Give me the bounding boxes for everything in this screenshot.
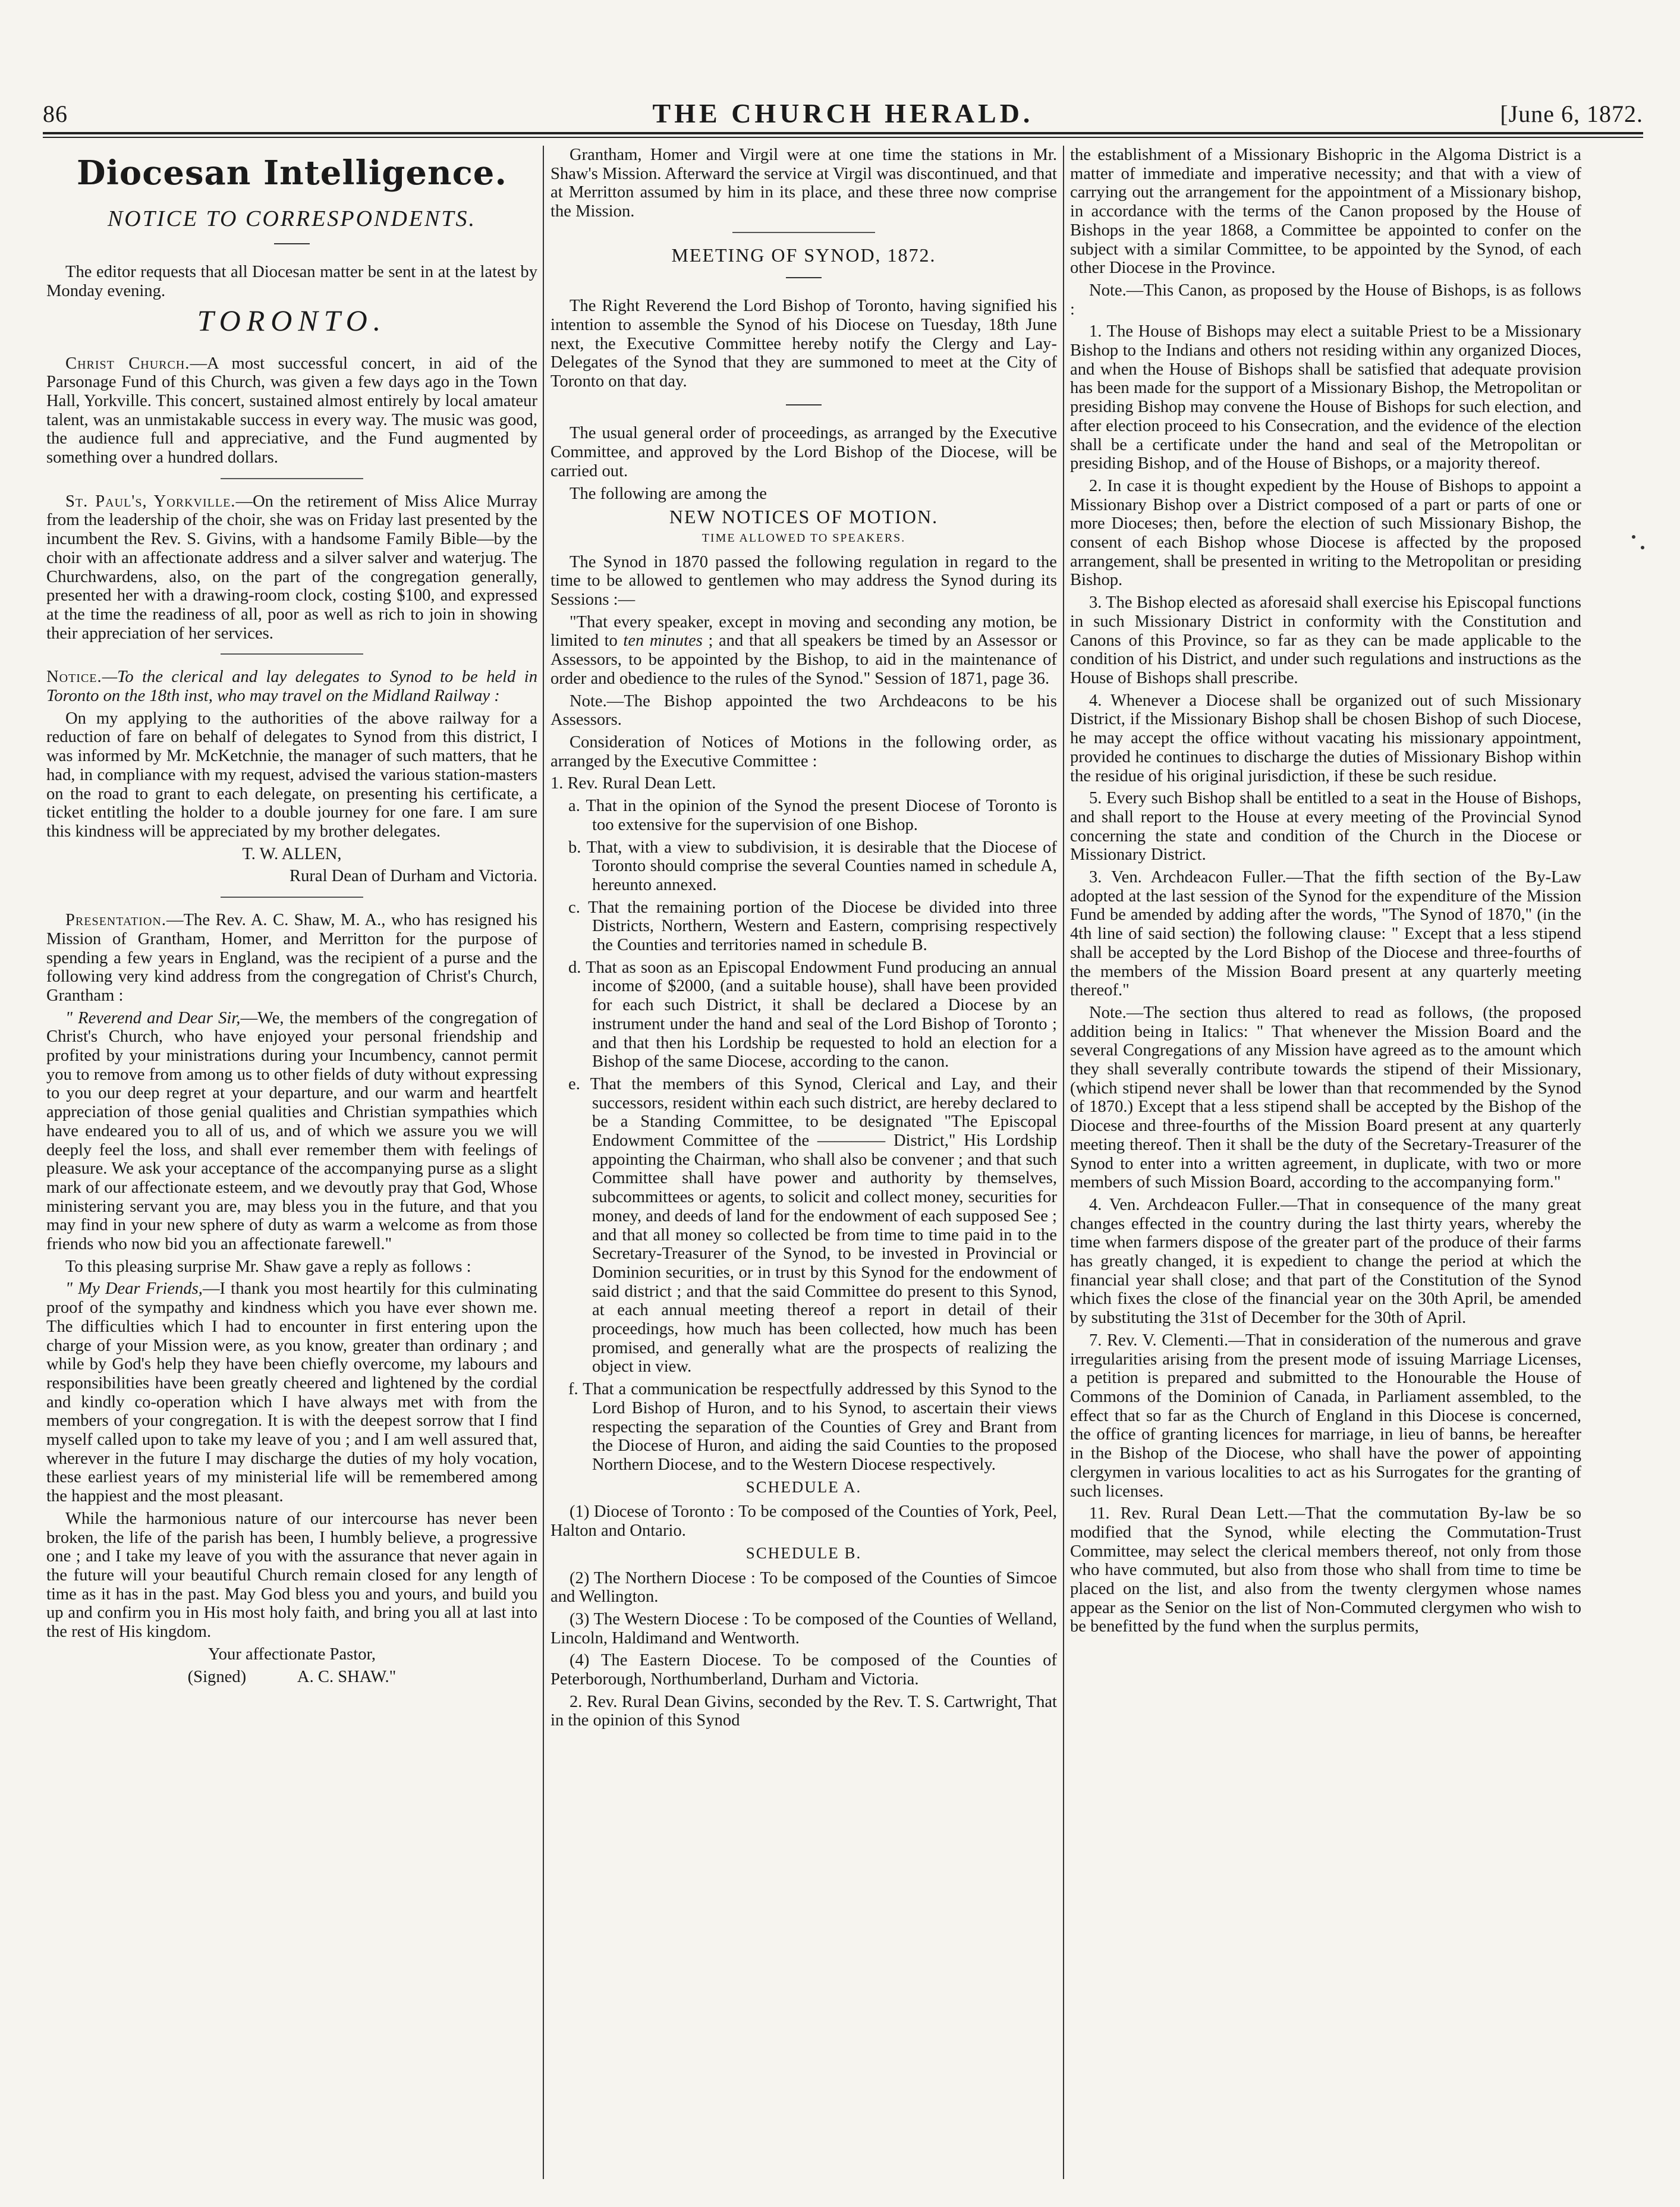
motion-1b: b. That, with a view to subdivision, it is desirable that the Diocese of Toronto should comprise the several Counties named in schedule A, hereunto annexed.	[568, 838, 1057, 894]
reply-signed: (Signed)	[187, 1667, 247, 1686]
schedule-b-3: (3) The Western Diocese : To be composed of the Counties of Welland, Lincoln, Haldimand and Wentworth.	[550, 1609, 1057, 1648]
continuation-paragraph: Grantham, Homer and Virgil were at one time the stations in Mr. Shaw's Mission. Afterward the service at Virgil was discontinued, and that at Merritton assumed by him in its place, and these three now comprise the Mission.	[550, 146, 1057, 221]
motion-1d: d. That as soon as an Episcopal Endowment Fund producing an annual income of $2000, (and a suitable house), shall have been provided for each such District, it shall be declared a Diocese by an instrument under the hand and seal of the Lord Bishop of Toronto ; and that then his Lordship be requested to hold an election for a Bishop of the same Diocese, according to the canon.	[568, 958, 1057, 1071]
page-header	[43, 95, 1643, 131]
motion-7-clementi: 7. Rev. V. Clementi.—That in consideration of the numerous and grave irregularities arising from the present mode of issuing Marriage Licenses, a petition is prepared and submitted to the Honourable the House of Commons of the Dominion of Canada, in Parliament assembled, to the effect that so far as the Church of England in this Diocese is concerned, the office of granting licences for marriage, in lieu of banns, be hereafter in the Bishop of the Diocese, who shall have the power of appointing clergymen in various localities to act as his Surrogates for the granting of such licenses.	[1070, 1331, 1581, 1501]
schedule-a-heading: SCHEDULE A.	[745, 1477, 862, 1496]
column-divider-2	[1063, 146, 1064, 2179]
st-pauls-paragraph	[46, 492, 537, 643]
divider	[221, 478, 363, 479]
reply-salutation: " My Dear Friends,	[65, 1279, 203, 1299]
reply-paragraph	[46, 1279, 537, 1505]
time-quote	[550, 613, 1057, 688]
address-text: —We, the members of the congregation of Christ's Church, who have enjoyed your personal friendship and profited by your ministrations during your Incumbency, cannot permit you to remove from among us to other fields of duty without expressing to you our deep regret at your departure, and our warm and heartfelt appreciation of those genial qualities and Christian sympathies which have endeared you to all of us, and of which we assure you we will deeply feel the loss, and shall ever remember them with feelings of pleasure. We ask your acceptance of the accompanying purse as a slight mark of our affectionate esteem, and we devoutly pray that God, Whose ministering servant you are, may bless you in the future, and that you may find in your new sphere of duty as warm a welcome as from those friends who now bid you an affectionate farewell."	[46, 1008, 537, 1254]
motion-1a: a. That in the opinion of the Synod the present Diocese of Toronto is too extensive for the supervision of one Bishop.	[568, 797, 1057, 834]
meeting-paragraph-3: The following are among the	[570, 484, 767, 503]
christ-church-lead: Christ Church.	[65, 354, 190, 373]
meeting-of-synod-heading: MEETING OF SYNOD, 1872.	[671, 244, 936, 266]
time-quote-part-a: "That every speaker, except in moving and seconding any motion, be limited to	[550, 612, 1057, 650]
motion-1c: c. That the remaining portion of the Diocese be divided into three Districts, Northern, Western and Eastern, comprising respectively the Counties and territories named in schedule B.	[568, 898, 1057, 955]
reply-paragraph-2: While the harmonious nature of our intercourse has never been broken, the life of the parish has been, I humbly believe, a progressive one ; and I take my leave of you with the assurance that never again in the future will your beautiful Church remain closed for any length of time as it has in the past. May God bless you and yours, and build you up and confirm you in His most holy faith, and bring you all at last into the rest of His kingdom.	[46, 1509, 537, 1642]
divider	[732, 232, 875, 233]
canon-note: Note.—This Canon, as proposed by the House of Bishops, is as follows :	[1070, 281, 1581, 319]
reply-signature	[46, 1668, 537, 1687]
presentation-text: —The Rev. A. C. Shaw, M. A., who has resigned his Mission of Grantham, Homer, and Merritton for the purpose of spending a few years in England, was the recipient of a purse and the following very kind address from the congregation of Christ's Church, Grantham :	[46, 911, 537, 1005]
meeting-paragraph-1: The Right Reverend the Lord Bishop of Toronto, having signified his intention to assemble the Synod of his Diocese on Tuesday, 18th June next, the Executive Committee hereby notify the Clergy and Lay-Delegates of the Synod that they are summoned to meet at the City of Toronto on that day.	[550, 297, 1057, 391]
presentation-lead: Presentation.	[65, 911, 166, 930]
motion-3-fuller: 3. Ven. Archdeacon Fuller.—That the fifth section of the By-Law adopted at the last session of the Synod for the expenditure of the Mission Fund be amended by adding after the words, "The Synod of 1870," (in the 4th line of said section) the following clause: " Except that a less stipend shall be accepted by the Lord Bishop of the Diocese and three-fourths of the members of the Mission Board present at any quarterly meeting thereof."	[1070, 868, 1581, 1000]
consideration-paragraph: Consideration of Notices of Motions in the following order, as arranged by the Executive Committee :	[550, 732, 1057, 771]
divider	[550, 395, 1057, 414]
reply-name: A. C. SHAW."	[297, 1667, 397, 1686]
reply-closing: Your affectionate Pastor,	[207, 1645, 376, 1664]
notice-correspondents-heading: NOTICE TO CORRESPONDENTS.	[107, 206, 477, 231]
canon-clause-5: 5. Every such Bishop shall be entitled to a seat in the House of Bishops, and shall report to the House at every meeting of the Provincial Synod concerning the state and condition of the Church in the Diocese or Missionary District.	[1070, 789, 1581, 864]
print-mark	[1632, 535, 1635, 539]
canon-clause-4: 4. Whenever a Diocese shall be organized out of such Missionary District, if the Missionary Bishop shall be chosen Bishop of such Diocese, he may accept the office without vacating his missionary appointment, provided he continues to discharge the duties of Missionary Bishop within the residue of his original jurisdiction, if these be such residue.	[1070, 691, 1581, 785]
time-quote-ten-minutes: ten minutes	[623, 631, 703, 650]
issue-date: [June 6, 1872.	[1500, 100, 1643, 127]
page-number: 86	[43, 100, 68, 127]
motion-4-fuller: 4. Ven. Archdeacon Fuller.—That in consequence of the many great changes effected in the country during the last thirty years, whereby the time when farmers dispose of the greater part of the produce of their farms has greatly changed, it is expedient to change the period at which the financial year shall close; and that part of the Constitution of the Synod which fixes the close of the financial year on the 30th April, be amended by substituting the 31st of December for the 30th of April.	[1070, 1195, 1581, 1328]
address-salutation: " Reverend and Dear Sir,	[65, 1008, 241, 1027]
toronto-heading: TORONTO.	[197, 303, 387, 337]
divider	[221, 653, 363, 655]
schedule-b-2: (2) The Northern Diocese : To be composed of the Counties of Simcoe and Wellington.	[550, 1568, 1057, 1606]
motion-1e: e. That the members of this Synod, Clerical and Lay, and their successors, resident within each such district, are hereby declared to be a Standing Committee, to be designated "The Episcopal Endowment Committee of the ———— District," His Lordship appointing the Chairman, who shall also be convener ; and that such Committee shall have power and authority by themselves, subcommittees or agents, to solicit and collect money, securities for money, and deeds of land for the endowment of each supposed See ; and that all money so collected be from time to time paid in to the Secretary-Treasurer of the Synod, to be invested in Provincial or Dominion securities, or in trust by this Synod for the endowment of said district ; and that the said Committee do present to this Synod, at each annual meeting thereof a report in detail of their proceedings, how much has been collected, how much has been promised, and generally what are the prospects of realizing the object in view.	[568, 1074, 1057, 1376]
assessors-note: Note.—The Bishop appointed the two Archdeacons to be his Assessors.	[550, 691, 1057, 730]
address-paragraph	[46, 1009, 537, 1254]
signature-title: Rural Dean of Durham and Victoria.	[290, 867, 537, 886]
column-divider-1	[543, 146, 544, 2179]
christ-church-text: —A most successful concert, in aid of the Parsonage Fund of this Church, was given a few days ago in the Town Hall, Yorkville. This concert, sustained almost entirely by local amateur talent, was an unmistakable success in every way. The music was good, the audience full and appreciative, and the Fund augmented by something over a hundred dollars.	[46, 354, 537, 467]
motion-1f: f. That a communication be respectfully addressed by this Synod to the Lord Bishop of Huron, and to his Synod, to ascertain their views respecting the separation of the Counties of Grey and Brant from the Diocese of Huron, and aiding the said Counties to the proposed Northern Diocese, and to the Western Diocese respectively.	[568, 1380, 1057, 1474]
motion-11-lett: 11. Rev. Rural Dean Lett.—That the commutation By-law be so modified that the Synod, while electing the Commutation-Trust Committee, may select the clerical members thereof, not only from those who have commuted, but also from those who shall from time to time be placed on the list, and also from the twenty clergymen whose names appear as the Senior on the list of Non-Commuted clergymen who wish to be benefitted by the fund when the surplus permits,	[1070, 1504, 1581, 1636]
canon-clause-3: 3. The Bishop elected as aforesaid shall exercise his Episcopal functions in such Missionary District in conformity with the Constitution and Canons of this Province, so far as they can be made applicable to the condition of his District, and under such regulations and instructions as the House of Bishops shall prescribe.	[1070, 593, 1581, 687]
notice-italic: —To the clerical and lay delegates to Synod to be held in Toronto on the 18th inst, who may travel on the Midland Railway :	[46, 668, 537, 706]
canon-clause-2: 2. In case it is thought expedient by the House of Bishops to appoint a Missionary Bishop over a District composed of a part or parts of one or more Dioceses; then, before the election of such Missionary Bishop, the consent of each Bishop whose Diocese is affected by the proposed arrangement, shall be presented in writing to the Metropolitan or presiding Bishop.	[1070, 476, 1581, 590]
signature-name: T. W. ALLEN,	[242, 844, 342, 863]
column-3	[1070, 146, 1581, 2179]
motion-2-continued: the establishment of a Missionary Bishopric in the Algoma District is a matter of immediate and imperative necessity; and that with a view of carrying out the arrangement for the appointment of a Missionary bishop, in accordance with the terms of the Canon proposed by the House of Bishops in the year 1868, a Committee be appointed to confer on the subject with a similar Committee, to be appointed by the Synod, of each other Diocese in the Province.	[1070, 146, 1581, 278]
railway-notice-heading	[46, 668, 537, 705]
meeting-paragraph-2: The usual general order of proceedings, as arranged by the Executive Committee, and approved by the Lord Bishop of the Diocese, will be carried out.	[550, 424, 1057, 480]
railway-notice-body: On my applying to the authorities of the above railway for a reduction of fare on behalf of delegates to Synod from this district, I was informed by Mr. McKetchnie, the manager of such matters, that he had, in compliance with my request, advised the various station-masters on the road to grant to each delegate, on presenting his certificate, a ticket entitling the holder to a double journey for one fare. I am sure this kindness will be appreciated by my brother delegates.	[46, 709, 537, 841]
column-1	[46, 146, 537, 2179]
canon-clause-1: 1. The House of Bishops may elect a suitable Priest to be a Missionary Bishop to the Indians and others not residing within any organized Dioces, and when the House of Bishops shall be satisfied that adequate provision has been made for the support of a Missionary Bishop, the Metropolitan or presiding Bishop may convene the House of Bishops for such election, and after election proceed to his Consecration, and the evidence of the election shall be a certificate under the hand and seal of the Metropolitan or presiding Bishop, and of the House of Bishops, or a majority thereof.	[1070, 322, 1581, 473]
time-quote-part-b: ; and that all speakers be timed by an Assessor or Assessors, to be appointed by the Bishop, to aid in the maintenance of order and obedience to the rules of the Synod." Session of 1871, page 36.	[550, 631, 1057, 688]
notice-correspondents-text: The editor requests that all Diocesan matter be sent in at the latest by Monday evening.	[46, 263, 537, 301]
st-pauls-text: —On the retirement of Miss Alice Murray from the leadership of the choir, she was on Friday last presented by the incumbent the Rev. S. Givins, with a handsome Family Bible—by the choir with an affectionate address and a silver salver and waterjug. The Churchwardens, also, on the part of the congregation generally, presented her with a drawing-room clock, costing $100, and expressed at the time the readiness of all, poor as well as rich to join in showing their appreciation of her services.	[46, 492, 537, 643]
st-pauls-lead: St. Paul's, Yorkville.	[65, 492, 236, 511]
schedule-a-1: (1) Diocese of Toronto : To be composed of the Counties of York, Peel, Halton and Ontario.	[550, 1502, 1057, 1541]
masthead: THE CHURCH HERALD.	[652, 98, 1034, 128]
time-paragraph: The Synod in 1870 passed the following regulation in regard to the time to be allowed to gentlemen who may address the Synod during its Sessions :—	[550, 552, 1057, 609]
reply-text: —I thank you most heartily for this culminating proof of the sympathy and kindness which you have ever shown me. The difficulties which I had to encounter in first entering upon the charge of your Mission were, as you know, greater than ordinary ; and while by God's help they have been chiefly overcome, my labours and responsibilities have been greatly cheered and lightened by the cordial and kindly co-operation which I have always met with from the members of your congregation. It is with the deepest sorrow that I find myself called upon to take my leave of you ; and I am well assured that, wherever in the future I may discharge the duties of my holy vocation, these earliest years of my ministerial life will be remembered among the happiest and the most pleasant.	[46, 1279, 537, 1506]
motion-2: 2. Rev. Rural Dean Givins, seconded by the Rev. T. S. Cartwright, That in the opinion of this Synod	[550, 1692, 1057, 1730]
divider	[221, 897, 363, 898]
motion-1-heading: 1. Rev. Rural Dean Lett.	[550, 774, 716, 793]
header-rule	[43, 132, 1643, 134]
new-notices-heading: NEW NOTICES OF MOTION.	[669, 506, 939, 528]
header-rule-thin	[43, 137, 1643, 138]
schedule-b-heading: SCHEDULE B.	[745, 1543, 862, 1562]
christ-church-paragraph	[46, 354, 537, 467]
notice-lead: Notice.	[46, 668, 102, 687]
time-allowed-heading: TIME ALLOWED TO SPEAKERS.	[701, 531, 906, 545]
divider	[46, 234, 537, 253]
reply-intro: To this pleasing surprise Mr. Shaw gave a reply as follows :	[65, 1257, 471, 1276]
schedule-b-4: (4) The Eastern Diocese. To be composed of the Counties of Peterborough, Northumberland, Durham and Victoria.	[550, 1651, 1057, 1689]
print-mark	[1641, 546, 1644, 549]
section-note: Note.—The section thus altered to read as follows, (the proposed addition being in Italics: " That whenever the Mission Board and the several Congregations of any Mission have agreed as to the amount which they shall severally contribute towards the stipend of their Missionary, (which stipend never shall be lower than that recommended by the Synod of 1870.) Except that a less stipend shall be accepted by the Bishop of the Diocese and three-fourths of the Mission Board present at any quarterly meeting thereof. Then it shall be the duty of the Secretary-Treasurer of the Synod to enter into a written agreement, in duplicate, with two or more members of such Mission Board, according to the accompanying form."	[1070, 1003, 1581, 1192]
column-2	[550, 146, 1057, 2179]
section-title: Diocesan Intelligence.	[77, 153, 507, 193]
presentation-paragraph	[46, 911, 537, 1005]
divider	[550, 268, 1057, 287]
